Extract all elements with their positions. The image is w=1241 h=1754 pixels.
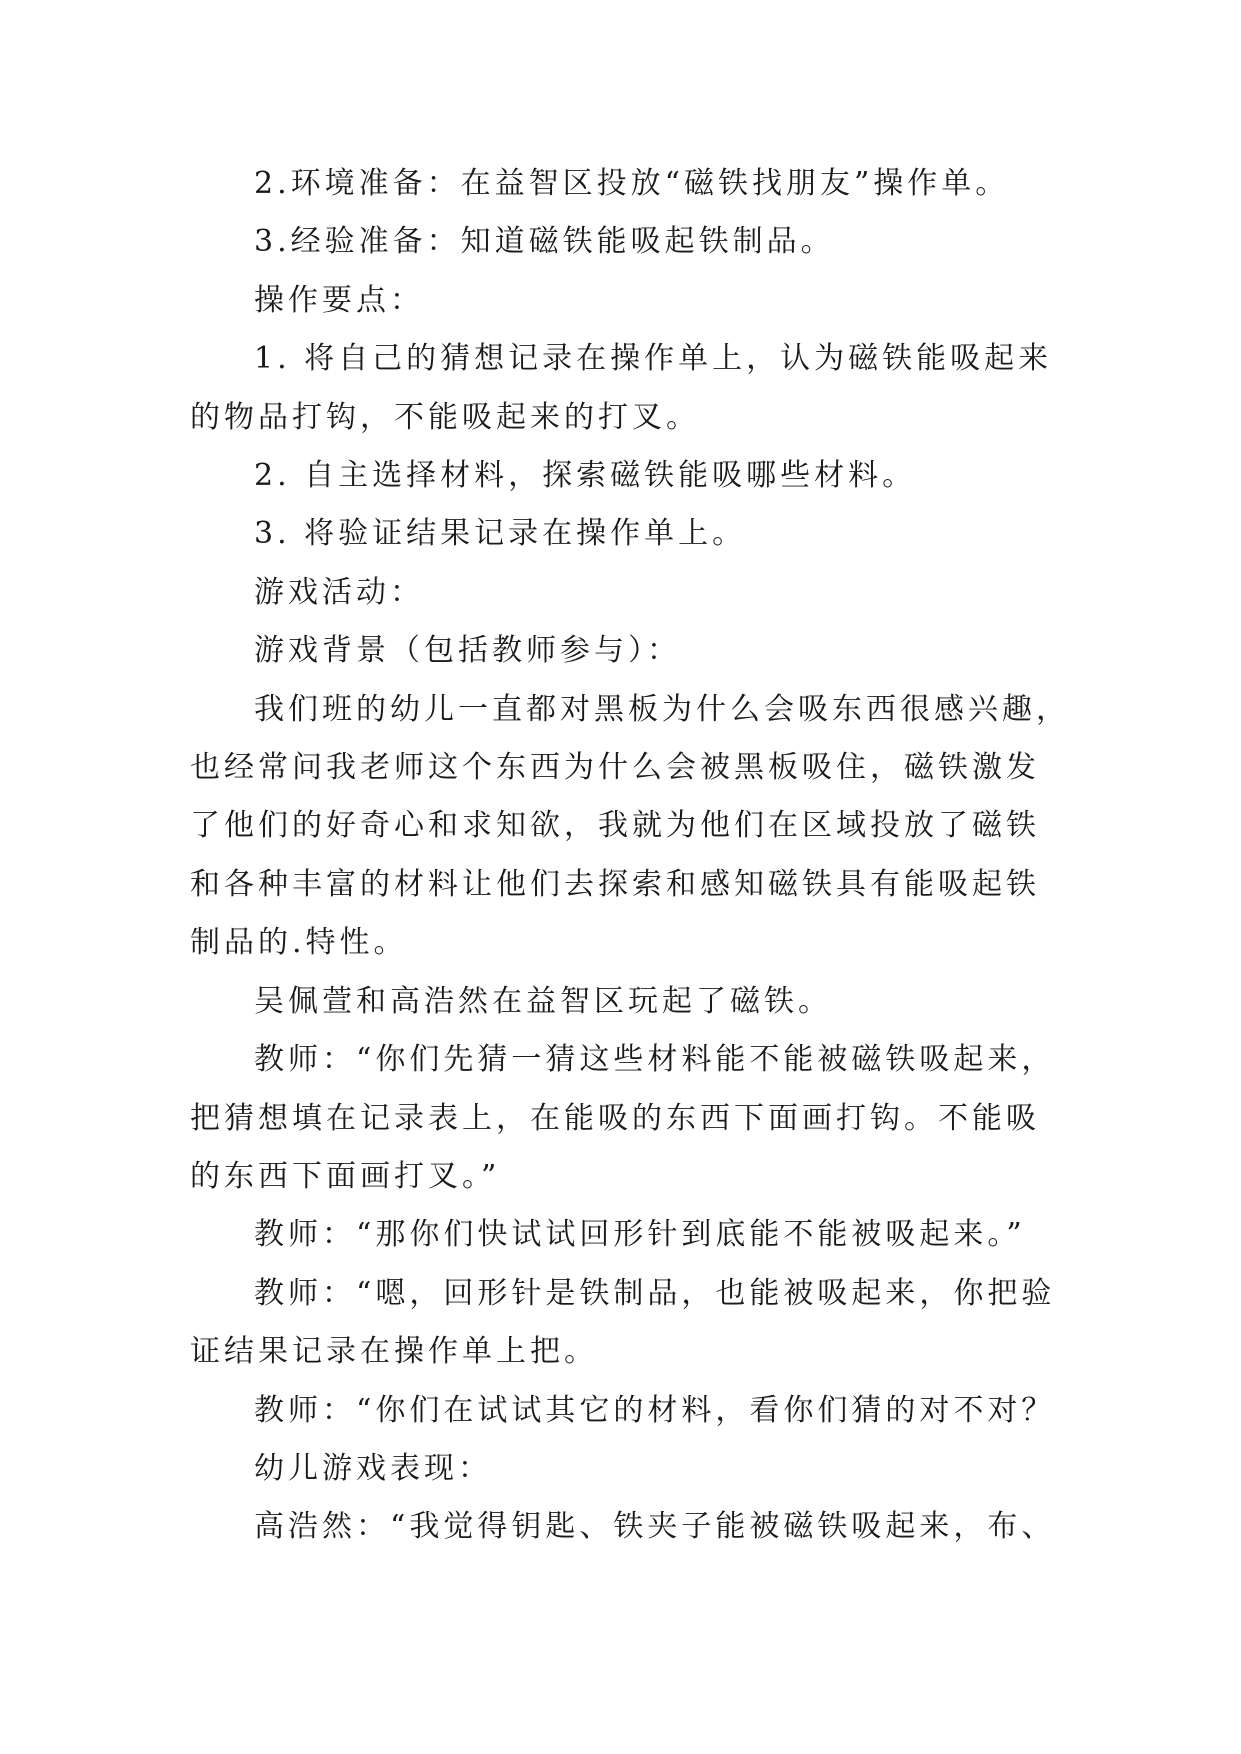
paragraph-child-gao: 高浩然：“我觉得钥匙、铁夹子能被磁铁吸起来，布、 <box>254 1509 1056 1545</box>
paragraph-point-1: 1. 将自己的猜想记录在操作单上，认为磁铁能吸起来的物品打钩，不能吸起来的打叉。 <box>190 341 1053 435</box>
paragraph-teacher-1: 教师：“你们先猜一猜这些材料能不能被磁铁吸起来，把猜想填在记录表上，在能吸的东西下面画打钩。不能吸的东西下面画打叉。” <box>190 1042 1056 1194</box>
paragraph-teacher-3: 教师：“嗯，回形针是铁制品，也能被吸起来，你把验证结果记录在操作单上把。 <box>190 1275 1056 1370</box>
paragraph-exp-prep: 3.经验准备：知道磁铁能吸起铁制品。 <box>254 224 835 260</box>
paragraph-env-prep: 2.环境准备：在益智区投放“磁铁找朋友”操作单。 <box>254 166 1010 201</box>
heading-operation-points: 操作要点： <box>254 282 424 318</box>
paragraph-point-3: 3. 将验证结果记录在操作单上。 <box>254 516 747 552</box>
heading-game-activity: 游戏活动： <box>254 574 424 610</box>
paragraph-background: 我们班的幼儿一直都对黑板为什么会吸东西很感兴趣，也经常问我老师这个东西为什么会被黑板吸住，磁铁激发了他们的好奇心和求知欲，我就为他们在区域投放了磁铁和各种丰富的材料让他们去探索和感知磁铁具有能吸起铁制品的.特性。 <box>190 691 1070 961</box>
paragraph-teacher-2: 教师：“那你们快试试回形针到底能不能被吸起来。” <box>254 1217 1026 1253</box>
paragraph-children-play: 吴佩萱和高浩然在益智区玩起了磁铁。 <box>254 983 832 1019</box>
heading-child-performance: 幼儿游戏表现： <box>254 1450 492 1486</box>
document-body <box>190 155 1070 1557</box>
heading-game-background: 游戏背景（包括教师参与）： <box>254 633 681 669</box>
paragraph-teacher-4: 教师：“你们在试试其它的材料，看你们猜的对不对？ <box>254 1392 1056 1428</box>
paragraph-point-2: 2. 自主选择材料，探索磁铁能吸哪些材料。 <box>254 458 917 494</box>
